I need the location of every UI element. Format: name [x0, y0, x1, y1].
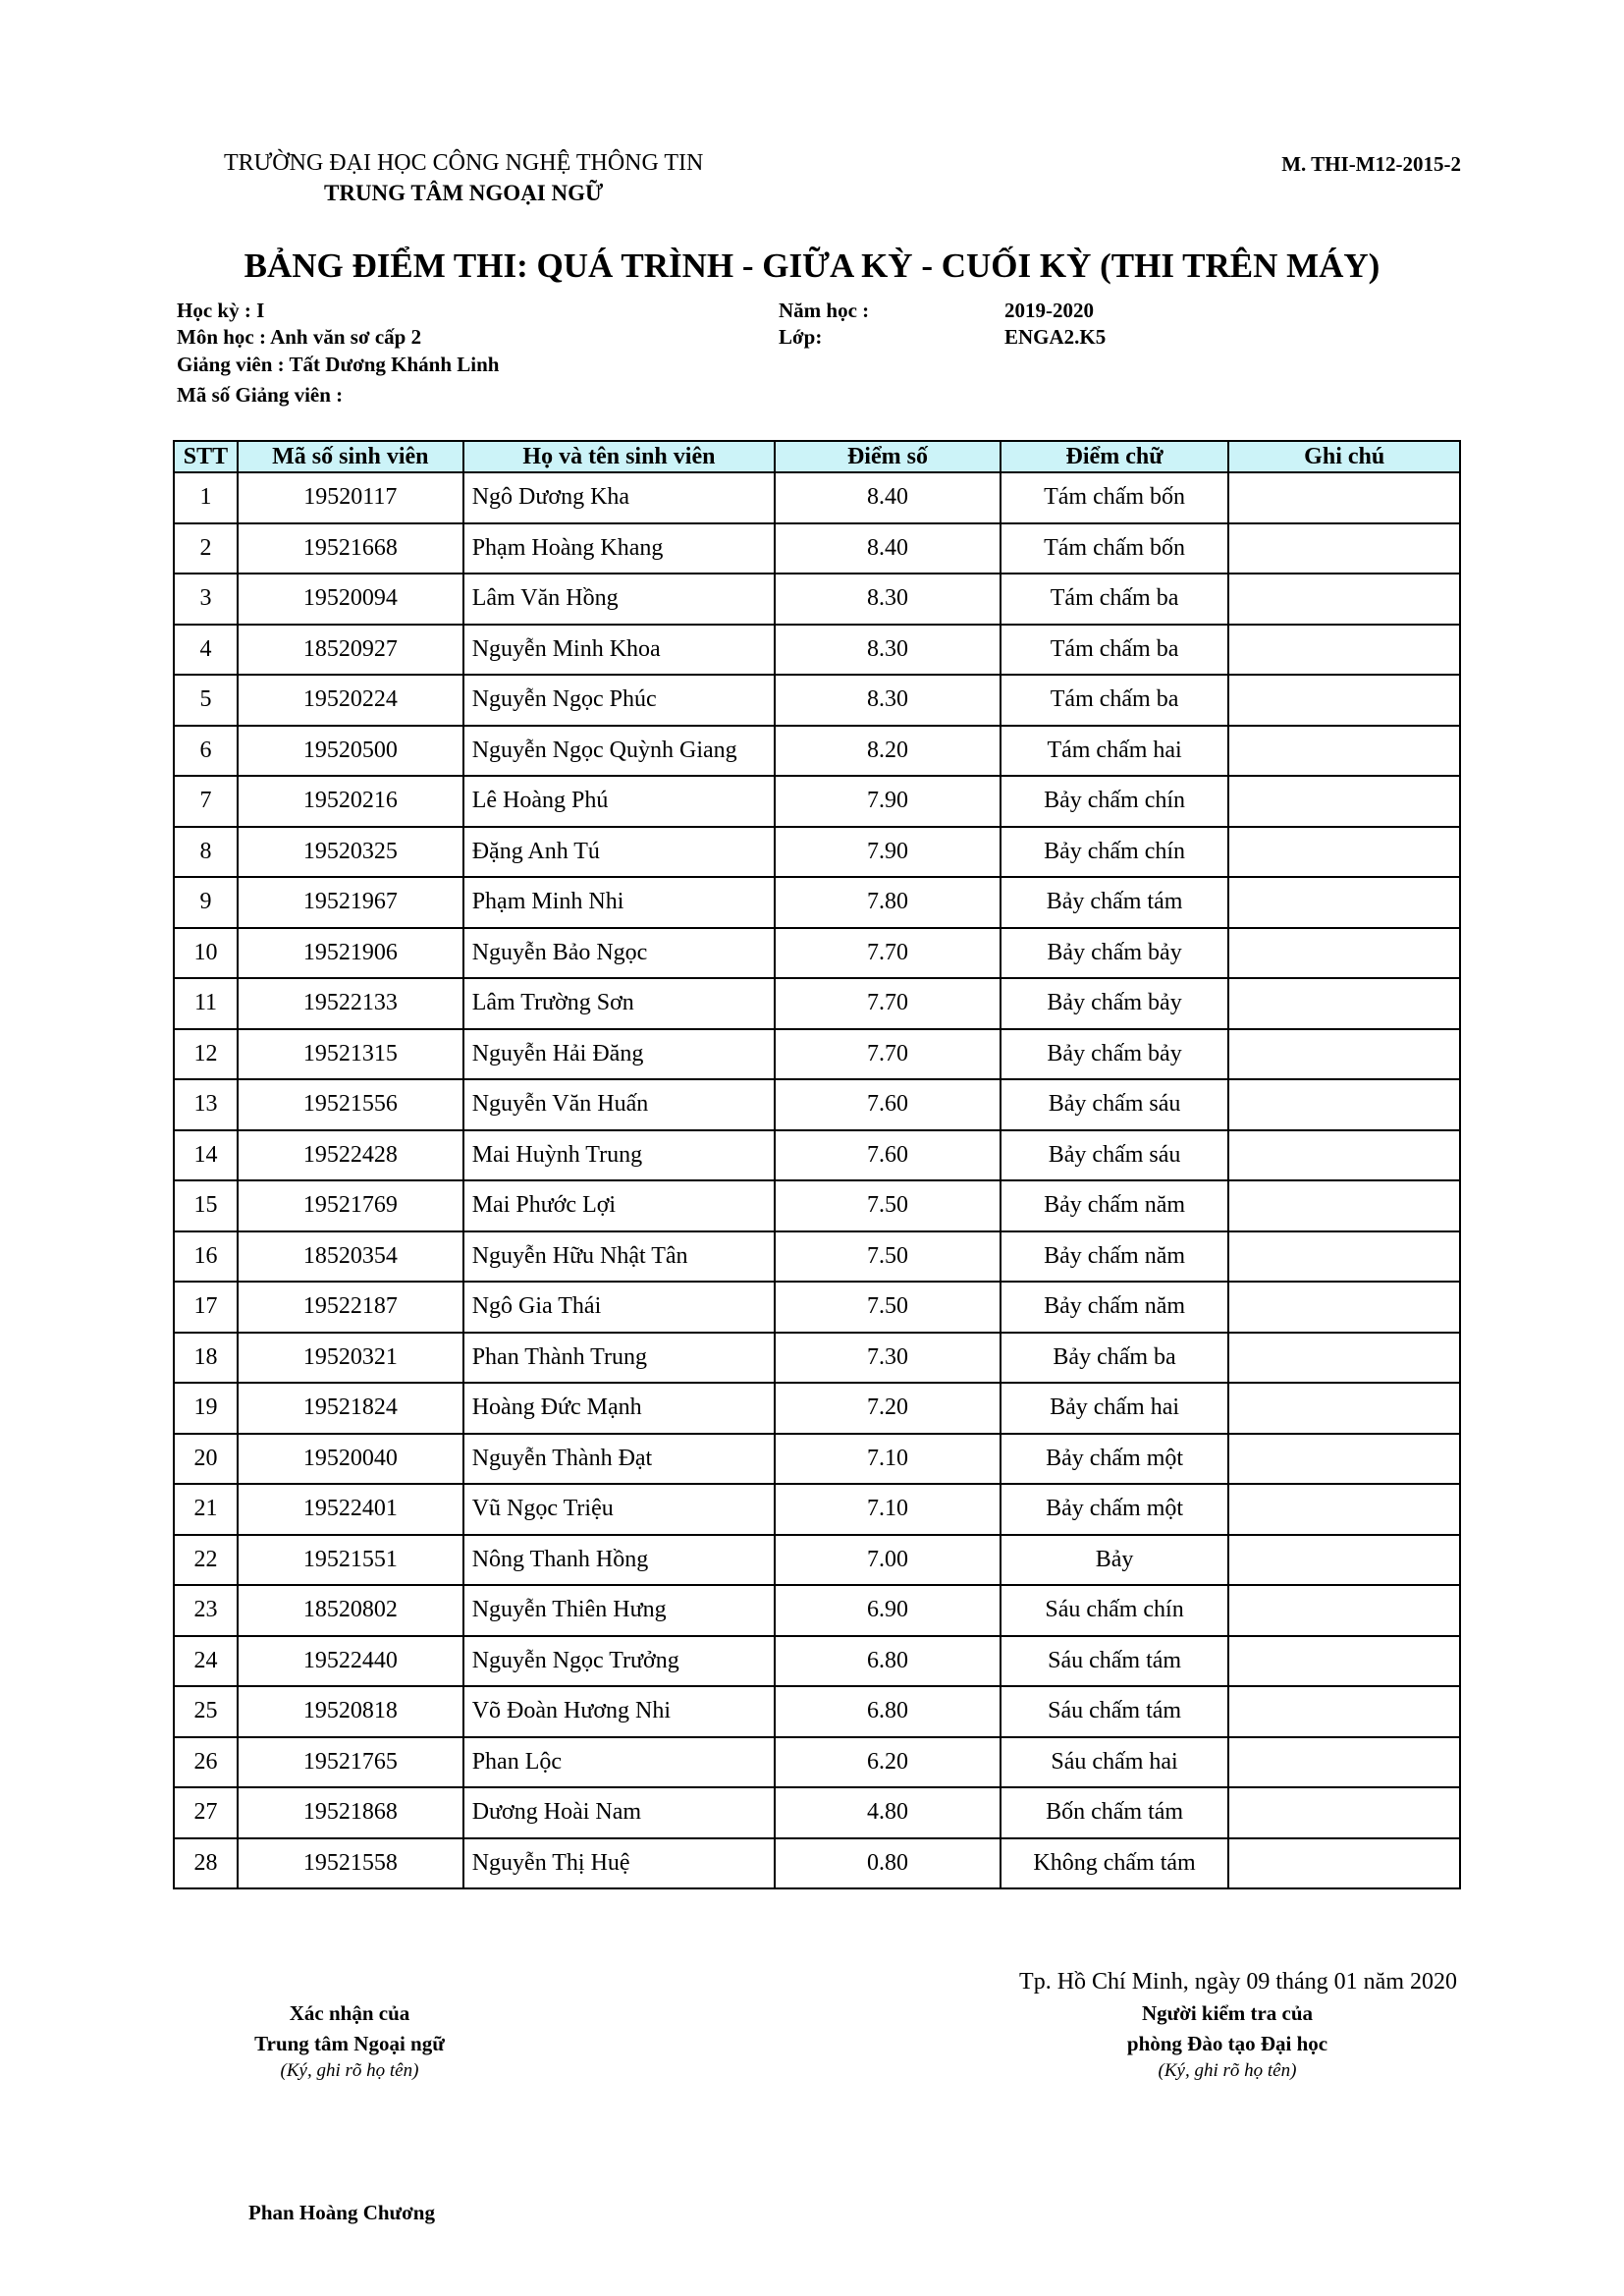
- right-sig-line1: Người kiểm tra của: [1141, 2001, 1314, 2025]
- right-sig-line2: phòng Đào tạo Đại học: [1126, 2032, 1328, 2055]
- row-stt: 3: [174, 574, 238, 625]
- row-score: 8.30: [775, 675, 1001, 726]
- table-row: [174, 1383, 1460, 1434]
- row-score-words: Sáu chấm chín: [1001, 1585, 1229, 1636]
- left-sig-line3: (Ký, ghi rõ họ tên): [280, 2060, 419, 2081]
- school-name: TRƯỜNG ĐẠI HỌC CÔNG NGHỆ THÔNG TIN: [224, 150, 704, 176]
- row-score-words: Bảy chấm năm: [1001, 1180, 1229, 1231]
- row-note: [1228, 1383, 1460, 1434]
- row-stt: 13: [174, 1079, 238, 1130]
- row-score: 7.60: [775, 1130, 1001, 1181]
- row-stt: 4: [174, 625, 238, 676]
- row-student-name: Mai Huỳnh Trung: [463, 1130, 775, 1181]
- header-note: Ghi chú: [1228, 441, 1460, 472]
- row-student-id: 19522428: [238, 1130, 463, 1181]
- table-row: [174, 1535, 1460, 1586]
- row-student-name: Nguyễn Bảo Ngọc: [463, 928, 775, 979]
- row-student-id: 19521551: [238, 1535, 463, 1586]
- table-row: [174, 625, 1460, 676]
- row-student-name: Phan Lộc: [463, 1737, 775, 1788]
- row-note: [1228, 1686, 1460, 1737]
- row-score-words: Bảy chấm năm: [1001, 1231, 1229, 1283]
- row-student-id: 19520094: [238, 574, 463, 625]
- table-row: [174, 827, 1460, 878]
- row-student-name: Nguyễn Thành Đạt: [463, 1434, 775, 1485]
- right-sig-line3: (Ký, ghi rõ họ tên): [1158, 2060, 1297, 2081]
- row-stt: 8: [174, 827, 238, 878]
- row-note: [1228, 472, 1460, 523]
- row-student-id: 18520802: [238, 1585, 463, 1636]
- row-student-id: 19522133: [238, 978, 463, 1029]
- row-note: [1228, 978, 1460, 1029]
- row-score: 7.90: [775, 827, 1001, 878]
- row-stt: 7: [174, 776, 238, 827]
- class-label: Lớp:: [779, 325, 823, 349]
- row-score-words: Bảy chấm bảy: [1001, 978, 1229, 1029]
- row-note: [1228, 877, 1460, 928]
- signer-name: Phan Hoàng Chương: [248, 2201, 435, 2224]
- row-score-words: Tám chấm bốn: [1001, 523, 1229, 574]
- row-student-id: 19521556: [238, 1079, 463, 1130]
- row-score: 7.30: [775, 1333, 1001, 1384]
- row-note: [1228, 523, 1460, 574]
- row-score: 7.50: [775, 1282, 1001, 1333]
- row-note: [1228, 1838, 1460, 1889]
- grades-table: [173, 440, 1461, 1889]
- row-score-words: Sáu chấm tám: [1001, 1686, 1229, 1737]
- row-stt: 1: [174, 472, 238, 523]
- row-stt: 28: [174, 1838, 238, 1889]
- row-score-words: Bảy chấm bảy: [1001, 928, 1229, 979]
- table-row: [174, 1079, 1460, 1130]
- class-value: ENGA2.K5: [1004, 325, 1107, 349]
- row-score: 6.80: [775, 1686, 1001, 1737]
- row-score: 7.70: [775, 1029, 1001, 1080]
- row-note: [1228, 827, 1460, 878]
- table-row: [174, 776, 1460, 827]
- row-score-words: Bảy chấm sáu: [1001, 1130, 1229, 1181]
- row-student-id: 19521558: [238, 1838, 463, 1889]
- row-student-id: 19521668: [238, 523, 463, 574]
- table-row: [174, 1838, 1460, 1889]
- row-score: 7.50: [775, 1231, 1001, 1283]
- table-row: [174, 978, 1460, 1029]
- page-title: BẢNG ĐIỂM THI: QUÁ TRÌNH - GIỮA KỲ - CUỐI KỲ (THI TRÊN MÁY): [244, 246, 1380, 285]
- row-score-words: Tám chấm hai: [1001, 726, 1229, 777]
- row-note: [1228, 928, 1460, 979]
- row-note: [1228, 1231, 1460, 1283]
- row-note: [1228, 1434, 1460, 1485]
- row-student-name: Nguyễn Ngọc Phúc: [463, 675, 775, 726]
- row-student-id: 19521868: [238, 1787, 463, 1838]
- table-row: [174, 574, 1460, 625]
- row-stt: 14: [174, 1130, 238, 1181]
- row-score: 7.10: [775, 1484, 1001, 1535]
- row-score-words: Không chấm tám: [1001, 1838, 1229, 1889]
- row-score-words: Sáu chấm tám: [1001, 1636, 1229, 1687]
- row-student-id: 19520224: [238, 675, 463, 726]
- grades-body: [174, 472, 1460, 1888]
- table-row: [174, 1180, 1460, 1231]
- header-student-id: Mã số sinh viên: [238, 441, 463, 472]
- row-score: 7.70: [775, 978, 1001, 1029]
- row-student-id: 19520500: [238, 726, 463, 777]
- row-student-id: 19521906: [238, 928, 463, 979]
- table-row: [174, 1029, 1460, 1080]
- row-stt: 21: [174, 1484, 238, 1535]
- row-stt: 10: [174, 928, 238, 979]
- left-sig-line2: Trung tâm Ngoại ngữ: [254, 2032, 445, 2055]
- year-value: 2019-2020: [1004, 299, 1094, 322]
- row-score: 7.90: [775, 776, 1001, 827]
- table-row: [174, 1231, 1460, 1283]
- row-student-name: Phạm Hoàng Khang: [463, 523, 775, 574]
- row-student-name: Lâm Trường Sơn: [463, 978, 775, 1029]
- row-score: 7.10: [775, 1434, 1001, 1485]
- row-score-words: Bảy chấm một: [1001, 1434, 1229, 1485]
- year-label: Năm học :: [779, 299, 870, 322]
- row-stt: 9: [174, 877, 238, 928]
- row-note: [1228, 625, 1460, 676]
- table-header-row: [174, 441, 1460, 472]
- row-student-id: 19521967: [238, 877, 463, 928]
- row-stt: 20: [174, 1434, 238, 1485]
- row-student-id: 18520354: [238, 1231, 463, 1283]
- row-student-name: Nguyễn Hữu Nhật Tân: [463, 1231, 775, 1283]
- row-student-id: 19522401: [238, 1484, 463, 1535]
- table-row: [174, 1484, 1460, 1535]
- row-student-name: Ngô Gia Thái: [463, 1282, 775, 1333]
- row-note: [1228, 726, 1460, 777]
- row-student-name: Lâm Văn Hồng: [463, 574, 775, 625]
- row-student-id: 18520927: [238, 625, 463, 676]
- row-student-id: 19521765: [238, 1737, 463, 1788]
- row-student-name: Phan Thành Trung: [463, 1333, 775, 1384]
- row-stt: 27: [174, 1787, 238, 1838]
- row-stt: 5: [174, 675, 238, 726]
- row-student-name: Vũ Ngọc Triệu: [463, 1484, 775, 1535]
- lecturer-label: Giảng viên : Tất Dương Khánh Linh: [177, 353, 500, 376]
- row-student-id: 19520117: [238, 472, 463, 523]
- row-score-words: Bảy chấm sáu: [1001, 1079, 1229, 1130]
- row-note: [1228, 1787, 1460, 1838]
- right-signature-block: [1080, 2001, 1375, 2082]
- row-score-words: Bảy chấm tám: [1001, 877, 1229, 928]
- row-stt: 6: [174, 726, 238, 777]
- row-score: 6.20: [775, 1737, 1001, 1788]
- date-line: Tp. Hồ Chí Minh, ngày 09 tháng 01 năm 2020: [1019, 1969, 1457, 1995]
- row-note: [1228, 675, 1460, 726]
- row-note: [1228, 1737, 1460, 1788]
- row-stt: 19: [174, 1383, 238, 1434]
- row-score: 7.80: [775, 877, 1001, 928]
- row-note: [1228, 1180, 1460, 1231]
- row-student-name: Dương Hoài Nam: [463, 1787, 775, 1838]
- row-note: [1228, 1636, 1460, 1687]
- row-score-words: Bảy chấm chín: [1001, 827, 1229, 878]
- row-stt: 26: [174, 1737, 238, 1788]
- table-row: [174, 877, 1460, 928]
- row-score: 7.70: [775, 928, 1001, 979]
- table-row: [174, 1434, 1460, 1485]
- header-score: Điểm số: [775, 441, 1001, 472]
- table-row: [174, 726, 1460, 777]
- row-student-name: Nguyễn Ngọc Quỳnh Giang: [463, 726, 775, 777]
- table-row: [174, 1787, 1460, 1838]
- row-note: [1228, 574, 1460, 625]
- row-score: 6.90: [775, 1585, 1001, 1636]
- row-stt: 2: [174, 523, 238, 574]
- row-stt: 16: [174, 1231, 238, 1283]
- row-stt: 17: [174, 1282, 238, 1333]
- row-score: 6.80: [775, 1636, 1001, 1687]
- row-score-words: Tám chấm bốn: [1001, 472, 1229, 523]
- table-row: [174, 675, 1460, 726]
- row-score-words: Tám chấm ba: [1001, 574, 1229, 625]
- row-student-name: Nguyễn Ngọc Trưởng: [463, 1636, 775, 1687]
- table-row: [174, 523, 1460, 574]
- row-score: 8.30: [775, 574, 1001, 625]
- row-score-words: Tám chấm ba: [1001, 675, 1229, 726]
- row-score-words: Tám chấm ba: [1001, 625, 1229, 676]
- row-student-id: 19520325: [238, 827, 463, 878]
- row-student-id: 19520321: [238, 1333, 463, 1384]
- row-student-name: Mai Phước Lợi: [463, 1180, 775, 1231]
- row-score: 7.00: [775, 1535, 1001, 1586]
- row-student-id: 19520818: [238, 1686, 463, 1737]
- table-row: [174, 1737, 1460, 1788]
- row-student-name: Nguyễn Minh Khoa: [463, 625, 775, 676]
- row-student-id: 19521315: [238, 1029, 463, 1080]
- row-score-words: Bảy chấm một: [1001, 1484, 1229, 1535]
- row-score-words: Sáu chấm hai: [1001, 1737, 1229, 1788]
- row-stt: 18: [174, 1333, 238, 1384]
- row-stt: 24: [174, 1636, 238, 1687]
- row-stt: 25: [174, 1686, 238, 1737]
- lecturer-id-label: Mã số Giảng viên :: [177, 383, 344, 407]
- row-note: [1228, 1029, 1460, 1080]
- row-student-name: Lê Hoàng Phú: [463, 776, 775, 827]
- row-note: [1228, 1333, 1460, 1384]
- left-sig-line1: Xác nhận của: [289, 2001, 410, 2025]
- row-student-name: Nguyễn Thị Huệ: [463, 1838, 775, 1889]
- row-stt: 11: [174, 978, 238, 1029]
- row-note: [1228, 1282, 1460, 1333]
- row-stt: 15: [174, 1180, 238, 1231]
- row-score-words: Bảy chấm hai: [1001, 1383, 1229, 1434]
- row-score-words: Bốn chấm tám: [1001, 1787, 1229, 1838]
- row-score-words: Bảy: [1001, 1535, 1229, 1586]
- left-signature-block: [202, 2001, 497, 2082]
- row-student-name: Nông Thanh Hồng: [463, 1535, 775, 1586]
- row-student-name: Ngô Dương Kha: [463, 472, 775, 523]
- row-stt: 22: [174, 1535, 238, 1586]
- row-score: 7.50: [775, 1180, 1001, 1231]
- row-student-id: 19520216: [238, 776, 463, 827]
- row-student-name: Võ Đoàn Hương Nhi: [463, 1686, 775, 1737]
- row-score-words: Bảy chấm chín: [1001, 776, 1229, 827]
- subject-label: Môn học : Anh văn sơ cấp 2: [177, 325, 422, 349]
- header-stt: STT: [174, 441, 238, 472]
- row-score: 8.40: [775, 472, 1001, 523]
- row-score-words: Bảy chấm ba: [1001, 1333, 1229, 1384]
- header-student-name: Họ và tên sinh viên: [463, 441, 775, 472]
- row-student-id: 19520040: [238, 1434, 463, 1485]
- row-note: [1228, 1585, 1460, 1636]
- row-student-id: 19521769: [238, 1180, 463, 1231]
- table-row: [174, 1333, 1460, 1384]
- table-row: [174, 1686, 1460, 1737]
- row-student-name: Nguyễn Hải Đăng: [463, 1029, 775, 1080]
- row-score: 8.40: [775, 523, 1001, 574]
- row-student-name: Phạm Minh Nhi: [463, 877, 775, 928]
- table-row: [174, 1282, 1460, 1333]
- row-student-name: Đặng Anh Tú: [463, 827, 775, 878]
- row-note: [1228, 1484, 1460, 1535]
- row-score: 7.60: [775, 1079, 1001, 1130]
- row-score-words: Bảy chấm bảy: [1001, 1029, 1229, 1080]
- row-student-name: Nguyễn Văn Huấn: [463, 1079, 775, 1130]
- table-row: [174, 1130, 1460, 1181]
- row-stt: 23: [174, 1585, 238, 1636]
- table-row: [174, 928, 1460, 979]
- row-note: [1228, 1079, 1460, 1130]
- row-score-words: Bảy chấm năm: [1001, 1282, 1229, 1333]
- row-score: 4.80: [775, 1787, 1001, 1838]
- row-stt: 12: [174, 1029, 238, 1080]
- row-score: 7.20: [775, 1383, 1001, 1434]
- header-score-words: Điểm chữ: [1001, 441, 1229, 472]
- row-note: [1228, 776, 1460, 827]
- row-score: 8.20: [775, 726, 1001, 777]
- center-name: TRUNG TÂM NGOẠI NGỮ: [324, 181, 604, 205]
- table-row: [174, 1585, 1460, 1636]
- row-score: 0.80: [775, 1838, 1001, 1889]
- table-row: [174, 1636, 1460, 1687]
- row-score: 8.30: [775, 625, 1001, 676]
- row-student-id: 19522187: [238, 1282, 463, 1333]
- form-code: M. THI-M12-2015-2: [1281, 152, 1461, 176]
- row-note: [1228, 1130, 1460, 1181]
- semester-label: Học kỳ : I: [177, 299, 265, 322]
- row-student-name: Hoàng Đức Mạnh: [463, 1383, 775, 1434]
- table-row: [174, 472, 1460, 523]
- row-note: [1228, 1535, 1460, 1586]
- row-student-id: 19522440: [238, 1636, 463, 1687]
- row-student-id: 19521824: [238, 1383, 463, 1434]
- row-student-name: Nguyễn Thiên Hưng: [463, 1585, 775, 1636]
